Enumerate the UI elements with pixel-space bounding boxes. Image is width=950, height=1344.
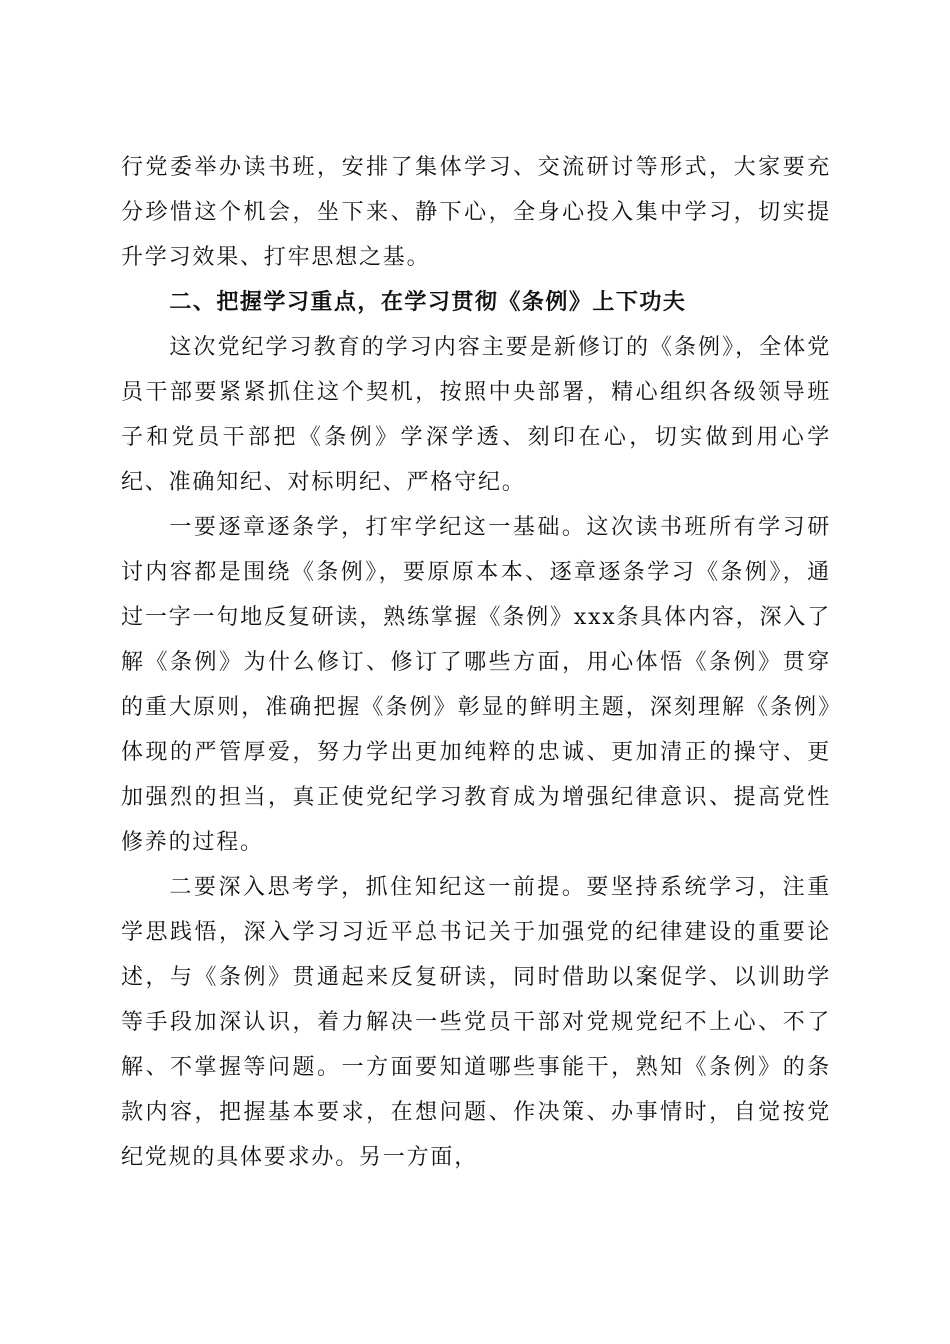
document-body	[121, 145, 831, 1180]
paragraph-continuation: 行党委举办读书班，安排了集体学习、交流研讨等形式，大家要充分珍惜这个机会，坐下来、静下心，全身心投入集中学习，切实提升学习效果、打牢思想之基。	[121, 155, 831, 270]
paragraph-point-two: 二要深入思考学，抓住知纪这一前提。要坚持系统学习，注重学思践悟，深入学习习近平总书记关于加强党的纪律建设的重要论述，与《条例》贯通起来反复研读，同时借助以案促学、以训助学等手段加深认识，着力解决一些党员干部对党规党纪不上心、不了解、不掌握等问题。一方面要知道哪些事能干，熟知《条例》的条款内容，把握基本要求，在想问题、作决策、办事情时，自觉按党纪党规的具体要求办。另一方面，	[121, 875, 831, 1170]
section-heading: 二、把握学习重点，在学习贯彻《条例》上下功夫	[169, 290, 687, 315]
paragraph-point-one: 一要逐章逐条学，打牢学纪这一基础。这次读书班所有学习研讨内容都是围绕《条例》，要原原本本、逐章逐条学习《条例》，通过一字一句地反复研读，熟练掌握《条例》xxx条具体内容，深入了解《条例》为什么修订、修订了哪些方面，用心体悟《条例》贯穿的重大原则，准确把握《条例》彰显的鲜明主题，深刻理解《条例》体现的严管厚爱，努力学出更加纯粹的忠诚、更加清正的操守、更加强烈的担当，真正使党纪学习教育成为增强纪律意识、提高党性修养的过程。	[121, 515, 831, 855]
paragraph-intro: 这次党纪学习教育的学习内容主要是新修订的《条例》，全体党员干部要紧紧抓住这个契机，按照中央部署，精心组织各级领导班子和党员干部把《条例》学深学透、刻印在心，切实做到用心学纪、准确知纪、对标明纪、严格守纪。	[121, 335, 831, 495]
